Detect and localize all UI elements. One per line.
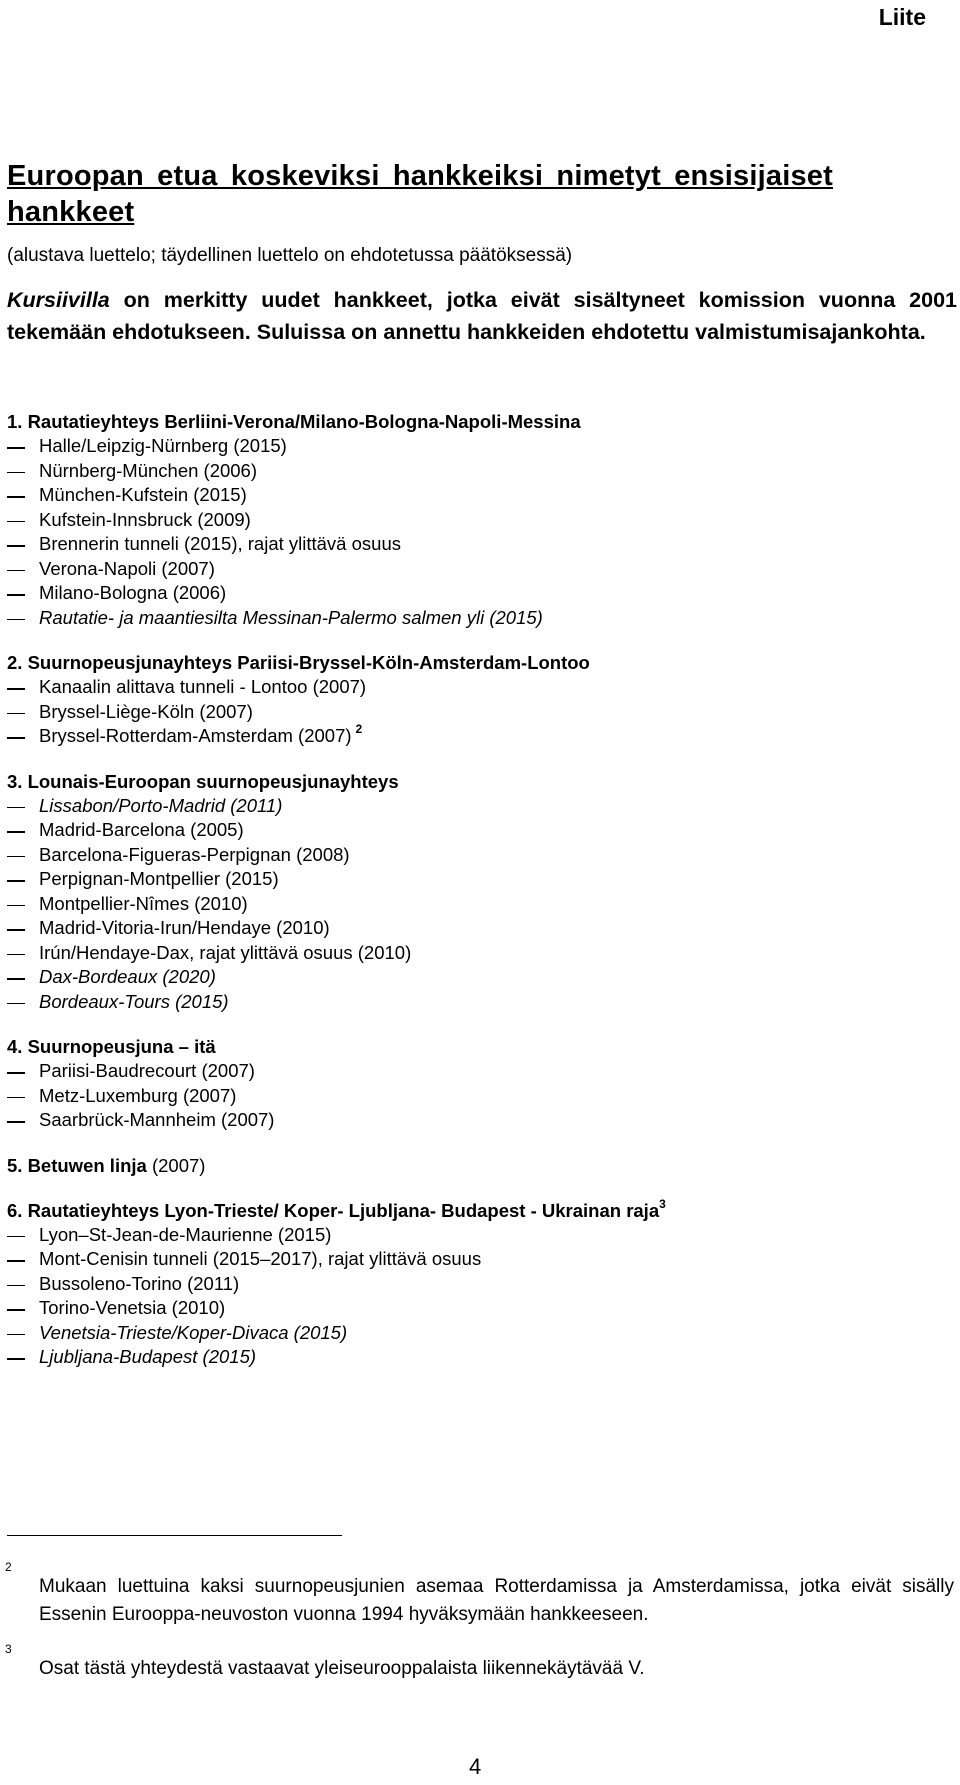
list-item-text: Bussoleno-Torino (2011) <box>39 1272 240 1294</box>
list-item-label <box>39 818 244 843</box>
list-item-label <box>39 434 287 459</box>
section-heading <box>7 409 960 434</box>
list-item <box>0 675 960 700</box>
section-heading <box>7 650 960 675</box>
list-item <box>0 990 960 1015</box>
dash-bullet-icon <box>7 1072 25 1074</box>
project-section <box>0 769 960 1015</box>
list-item-label <box>39 606 543 631</box>
list-item-text: Perpignan-Montpellier (2015) <box>39 868 279 889</box>
list-item-text: Bryssel-Rotterdam-Amsterdam (2007) <box>39 725 352 746</box>
dash-bullet-icon <box>7 570 25 572</box>
list-item-label <box>39 675 366 700</box>
dash-bullet-icon <box>7 1236 25 1238</box>
list-item <box>0 700 960 725</box>
dash-bullet-icon <box>7 688 25 690</box>
list-item-text: Venetsia-Trieste/Koper-Divaca (2015) <box>39 1321 348 1343</box>
dash-bullet-icon <box>7 1003 25 1005</box>
list-item <box>0 483 960 508</box>
list-item-text: Barcelona-Figueras-Perpignan (2008) <box>39 843 350 865</box>
list-item-text: Kanaalin alittava tunneli - Lontoo (2007) <box>39 676 367 697</box>
dash-bullet-icon <box>7 954 25 956</box>
list-item-text: Kufstein-Innsbruck (2009) <box>39 508 251 530</box>
dash-bullet-icon <box>7 496 25 498</box>
dash-bullet-icon <box>7 1334 25 1336</box>
list-item-label <box>39 1084 236 1109</box>
list-item-text: Ljubljana-Budapest (2015) <box>39 1346 257 1367</box>
section-heading-text: 5. Betuwen linja <box>7 1154 147 1176</box>
dash-bullet-icon <box>7 1285 25 1287</box>
project-section <box>0 1034 960 1133</box>
list-item-label <box>39 941 411 966</box>
list-item-text: Verona-Napoli (2007) <box>39 557 215 579</box>
list-item-label <box>39 916 330 941</box>
dash-bullet-icon <box>7 978 25 980</box>
dash-bullet-icon <box>7 472 25 474</box>
page-title: Euroopan etua koskeviksi hankkeiksi nimetyt ensisijaiset hankkeet <box>7 160 833 228</box>
section-heading <box>7 1198 960 1223</box>
section-heading-year: (2007) <box>146 1154 206 1176</box>
section-heading <box>7 1034 960 1059</box>
list-item-label <box>39 459 257 484</box>
dash-bullet-icon <box>7 737 25 739</box>
project-section <box>0 650 960 749</box>
list-item <box>0 557 960 582</box>
list-item <box>0 843 960 868</box>
section-heading <box>7 1153 960 1178</box>
footnote-text: Mukaan luettuina kaksi suurnopeusjunien asemaa Rotterdamissa ja Amsterdamissa, jotka eivät sisälly Essenin Eurooppa-neuvoston vuonna 1994 hyväksymään hankkeeseen. <box>39 1576 954 1625</box>
dash-bullet-icon <box>7 521 25 523</box>
list-item <box>0 459 960 484</box>
list-item-text: Bordeaux-Tours (2015) <box>39 990 229 1012</box>
section-heading <box>7 769 960 794</box>
intro-lead: Kursiivilla <box>7 288 110 312</box>
list-item <box>0 1345 960 1370</box>
list-item-label <box>39 1321 347 1346</box>
list-item-label <box>39 1223 331 1248</box>
list-item-label <box>39 483 247 508</box>
list-item-label <box>39 965 216 990</box>
list-item-text: Milano-Bologna (2006) <box>39 582 227 603</box>
dash-bullet-icon <box>7 545 25 547</box>
list-item <box>0 434 960 459</box>
list-item <box>0 1272 960 1297</box>
list-item <box>0 1247 960 1272</box>
project-list <box>0 409 960 1390</box>
dash-bullet-icon <box>7 1097 25 1099</box>
dash-bullet-icon <box>7 929 25 931</box>
intro-rest: on merkitty uudet hankkeet, jotka eivät sisältyneet komission vuonna 2001 tekemään ehdotukseen. Suluissa on annettu hankkeiden ehdotettu valmistumisajankohta. <box>7 288 957 344</box>
footnote-mark: 3 <box>5 1642 12 1656</box>
dash-bullet-icon <box>7 1309 25 1311</box>
dash-bullet-icon <box>7 594 25 596</box>
dash-bullet-icon <box>7 1358 25 1360</box>
footnote-mark: 2 <box>5 1560 12 1574</box>
project-section <box>0 1153 960 1178</box>
section-heading-text: 6. Rautatieyhteys Lyon-Trieste/ Koper- Ljubljana- Budapest - Ukrainan raja <box>7 1199 660 1221</box>
list-item-label <box>39 557 215 582</box>
list-item-label <box>39 1272 239 1297</box>
list-item <box>0 965 960 990</box>
list-item-label <box>39 843 350 868</box>
section-heading-text: 1. Rautatieyhteys Berliini-Verona/Milano-Bologna-Napoli-Messina <box>7 411 581 432</box>
list-item-text: Lissabon/Porto-Madrid (2011) <box>39 794 283 816</box>
project-section <box>0 409 960 630</box>
section-heading-text: 2. Suurnopeusjunayhteys Pariisi-Bryssel-Köln-Amsterdam-Lontoo <box>7 652 590 673</box>
list-item-text: Mont-Cenisin tunneli (2015–2017), rajat ylittävä osuus <box>39 1248 482 1269</box>
list-item <box>0 916 960 941</box>
list-item <box>0 1223 960 1248</box>
list-item-text: Irún/Hendaye-Dax, rajat ylittävä osuus (2010) <box>39 941 412 963</box>
list-item-text: München-Kufstein (2015) <box>39 484 247 505</box>
list-item-text: Nürnberg-München (2006) <box>39 459 258 481</box>
list-item <box>0 1321 960 1346</box>
list-item-label <box>39 1059 255 1084</box>
subtitle: (alustava luettelo; täydellinen luettelo on ehdotetussa päätöksessä) <box>7 245 573 266</box>
dash-bullet-icon <box>7 713 25 715</box>
project-section <box>0 1198 960 1370</box>
dash-bullet-icon <box>7 1260 25 1262</box>
list-item-text: Halle/Leipzig-Nürnberg (2015) <box>39 435 287 456</box>
list-item-label <box>39 508 251 533</box>
list-item-text: Brennerin tunneli (2015), rajat ylittävä osuus <box>39 533 401 554</box>
list-item-label <box>39 1296 225 1321</box>
list-item-text: Bryssel-Liège-Köln (2007) <box>39 700 253 722</box>
dash-bullet-icon <box>7 880 25 882</box>
list-item <box>0 1084 960 1109</box>
dash-bullet-icon <box>7 831 25 833</box>
list-item-text: Torino-Venetsia (2010) <box>39 1297 226 1318</box>
list-item <box>0 606 960 631</box>
section-heading-text: 3. Lounais-Euroopan suurnopeusjunayhteys <box>7 770 399 792</box>
list-item-label <box>39 867 279 892</box>
list-item-text: Saarbrück-Mannheim (2007) <box>39 1109 275 1130</box>
list-item <box>0 941 960 966</box>
list-item-label <box>39 700 253 725</box>
list-item-text: Madrid-Vitoria-Irun/Hendaye (2010) <box>39 917 330 938</box>
list-item-label <box>39 990 229 1015</box>
page-number-value: 4 <box>469 1754 482 1779</box>
section-heading-text: 4. Suurnopeusjuna – itä <box>7 1036 216 1057</box>
list-item <box>0 867 960 892</box>
list-item-label <box>39 581 226 606</box>
footnote-text: Osat tästä yhteydestä vastaavat yleiseurooppalaista liikennekäytävää V. <box>39 1658 645 1679</box>
list-item-label <box>39 1247 481 1272</box>
list-item-label <box>39 1345 256 1370</box>
footnote-reference: 2 <box>355 722 363 736</box>
dash-bullet-icon <box>7 807 25 809</box>
footnote-reference: 3 <box>659 1196 666 1211</box>
intro-paragraph <box>7 284 957 348</box>
footnote-divider <box>7 1535 342 1536</box>
list-item <box>0 724 960 749</box>
list-item-text: Madrid-Barcelona (2005) <box>39 819 244 840</box>
dash-bullet-icon <box>7 447 25 449</box>
list-item-label <box>39 892 248 917</box>
list-item-text: Metz-Luxemburg (2007) <box>39 1084 237 1106</box>
dash-bullet-icon <box>7 1121 25 1123</box>
list-item-label <box>39 794 282 819</box>
list-item <box>0 794 960 819</box>
list-item <box>0 1296 960 1321</box>
list-item <box>0 892 960 917</box>
dash-bullet-icon <box>7 905 25 907</box>
list-item-text: Montpellier-Nîmes (2010) <box>39 892 248 914</box>
list-item <box>0 508 960 533</box>
list-item-text: Pariisi-Baudrecourt (2007) <box>39 1060 255 1081</box>
list-item-text: Dax-Bordeaux (2020) <box>39 966 216 987</box>
list-item <box>0 581 960 606</box>
list-item <box>0 818 960 843</box>
dash-bullet-icon <box>7 856 25 858</box>
appendix-label: Liite <box>878 4 926 30</box>
dash-bullet-icon <box>7 619 25 621</box>
list-item-text: Lyon–St-Jean-de-Maurienne (2015) <box>39 1223 332 1245</box>
list-item-text: Rautatie- ja maantiesilta Messinan-Palermo salmen yli (2015) <box>39 606 543 628</box>
list-item <box>0 1059 960 1084</box>
list-item-label <box>39 724 362 749</box>
list-item <box>0 532 960 557</box>
list-item <box>0 1108 960 1133</box>
list-item-label <box>39 1108 274 1133</box>
list-item-label <box>39 532 401 557</box>
